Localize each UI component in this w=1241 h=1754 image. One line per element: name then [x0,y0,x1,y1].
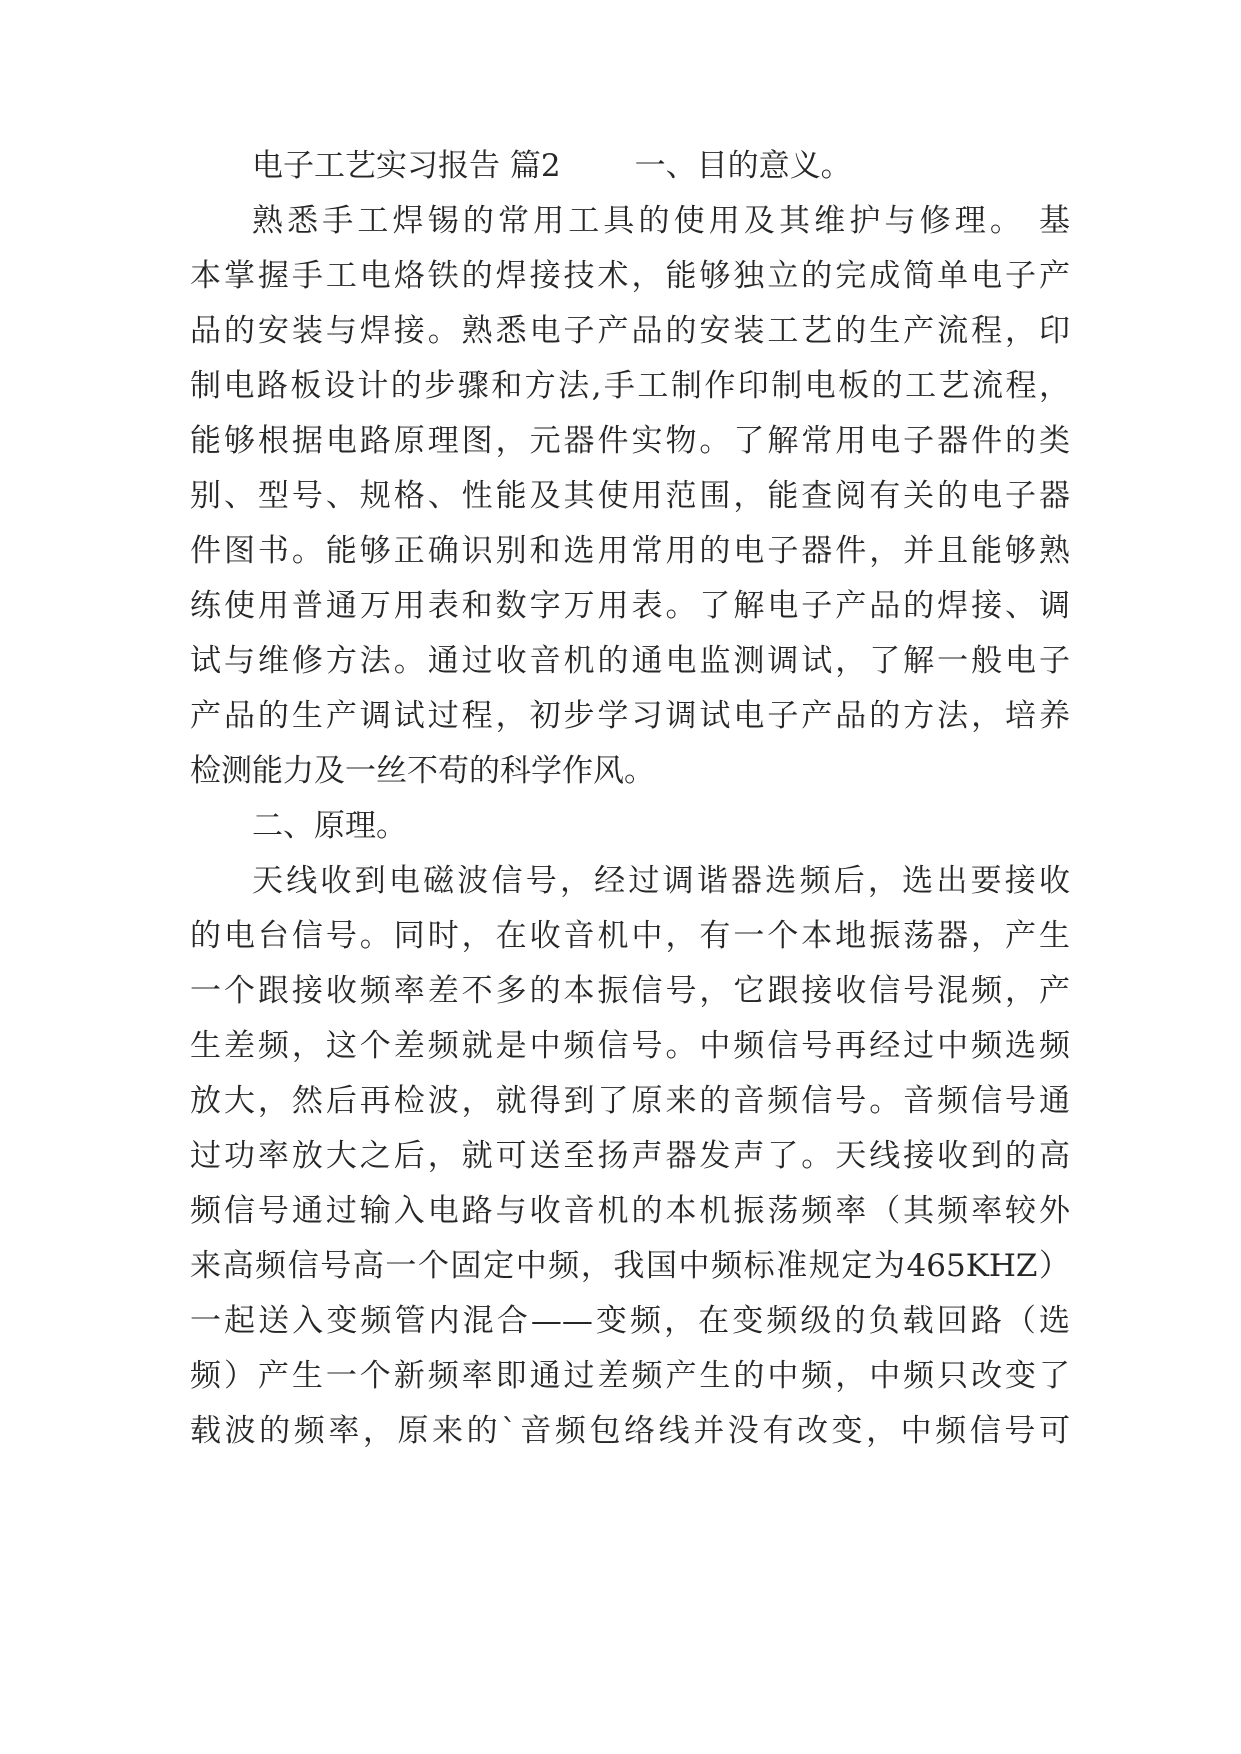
paragraph-line: 生差频，这个差频就是中频信号。中频信号再经过中频选频 [190,1028,1070,1064]
paragraph-line: 过功率放大之后，就可送至扬声器发声了。天线接收到的高 [190,1138,1070,1174]
paragraph-line: 检测能力及一丝不苟的科学作风。 [190,753,655,789]
paragraph-line: 来高频信号高一个固定中频，我国中频标准规定为465KHZ） [190,1248,1070,1284]
paragraph-line: 本掌握手工电烙铁的焊接技术，能够独立的完成简单电子产 [190,258,1070,294]
paragraph-line: 别、型号、规格、性能及其使用范围，能查阅有关的电子器 [190,478,1070,514]
paragraph-line: 天线收到电磁波信号，经过调谐器选频后，选出要接收 [252,863,1070,899]
section-heading-2: 二、原理。 [252,808,407,844]
paragraph-line: 产品的生产调试过程，初步学习调试电子产品的方法，培养 [190,698,1070,734]
document-title: 电子工艺实习报告 篇2 [252,148,561,184]
paragraph-line: 一个跟接收频率差不多的本振信号，它跟接收信号混频，产 [190,973,1070,1009]
paragraph-line: 载波的频率，原来的`音频包络线并没有改变，中频信号可 [190,1413,1070,1449]
paragraph-line: 一起送入变频管内混合——变频，在变频级的负载回路（选 [190,1303,1070,1339]
title-line [252,136,1070,196]
paragraph-line: 熟悉手工焊锡的常用工具的使用及其维护与修理。 基 [252,203,1070,239]
paragraph-line: 制电路板设计的步骤和方法,手工制作印制电板的工艺流程， [190,368,1070,404]
paragraph-line: 频）产生一个新频率即通过差频产生的中频，中频只改变了 [190,1358,1070,1394]
paragraph-line: 能够根据电路原理图，元器件实物。了解常用电子器件的类 [190,423,1070,459]
paragraph-line: 件图书。能够正确识别和选用常用的电子器件，并且能够熟 [190,533,1070,569]
paragraph-line: 品的安装与焊接。熟悉电子产品的安装工艺的生产流程，印 [190,313,1070,349]
paragraph-line: 试与维修方法。通过收音机的通电监测调试，了解一般电子 [190,643,1070,679]
paragraph-line: 放大，然后再检波，就得到了原来的音频信号。音频信号通 [190,1083,1070,1119]
paragraph-line: 练使用普通万用表和数字万用表。了解电子产品的焊接、调 [190,588,1070,624]
paragraph-line: 频信号通过输入电路与收音机的本机振荡频率（其频率较外 [190,1193,1070,1229]
paragraph-line: 的电台信号。同时，在收音机中，有一个本地振荡器，产生 [190,918,1070,954]
section-heading-1: 一、目的意义。 [634,148,852,184]
